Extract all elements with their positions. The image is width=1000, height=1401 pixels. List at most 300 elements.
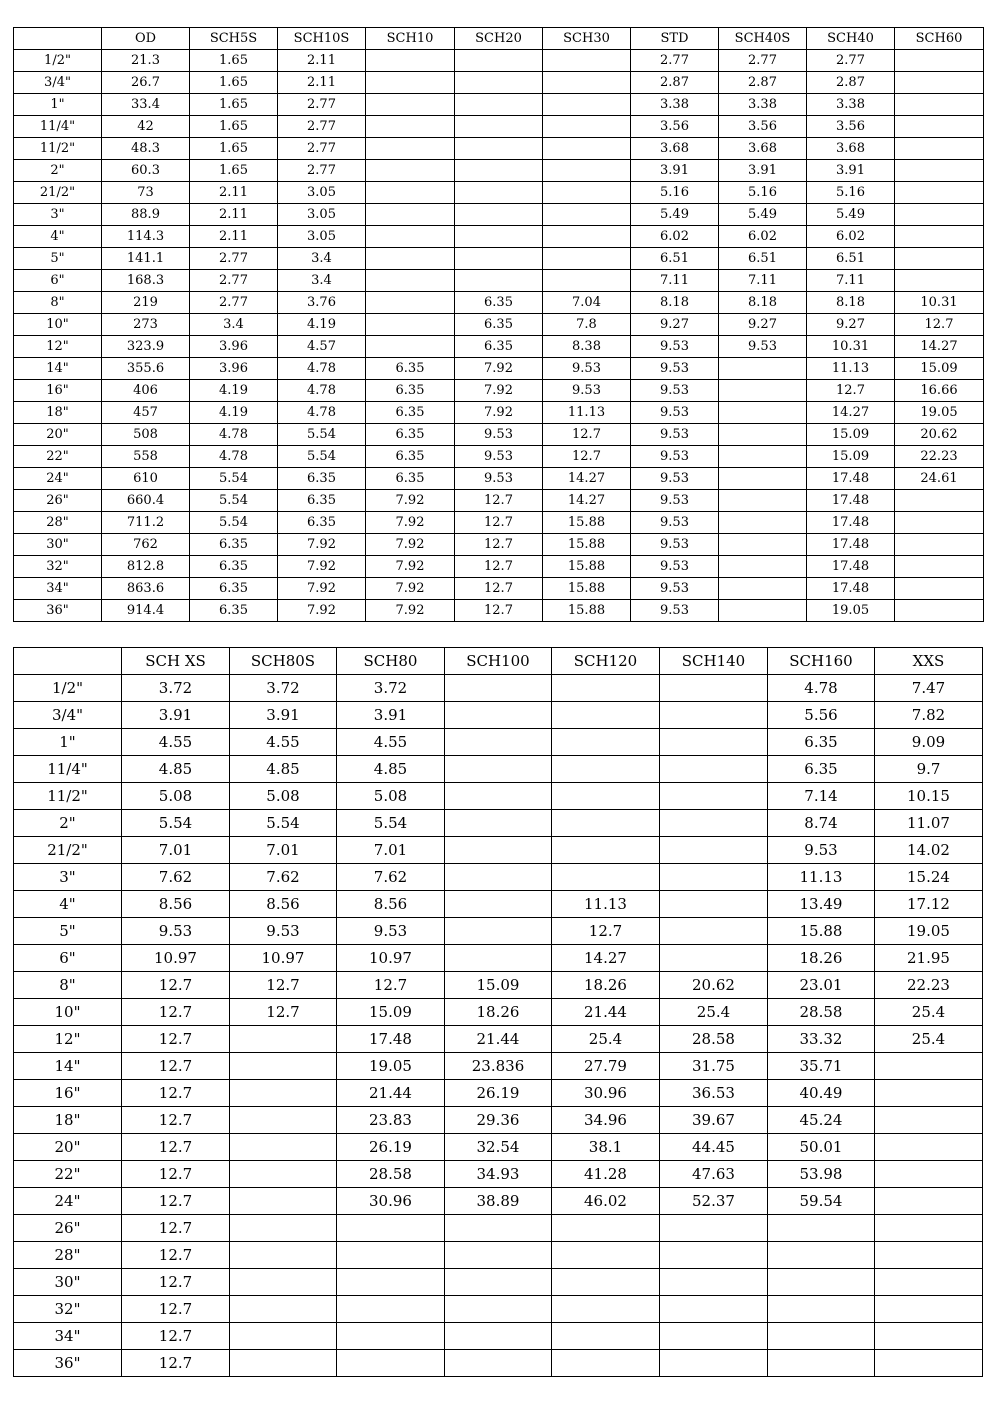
table-cell: 14.27 [543,468,631,490]
table-cell: 3.96 [190,336,278,358]
table-cell: 15.09 [445,972,552,999]
table-cell: 15.09 [807,446,895,468]
column-header: SCH20 [455,28,543,50]
column-header: SCH XS [122,648,230,675]
row-header-cell: 11/4" [14,756,122,783]
table-row [14,578,984,600]
table-row [14,999,983,1026]
table-cell: 7.11 [807,270,895,292]
table-row [14,50,984,72]
table-cell: 6.35 [190,556,278,578]
table-cell: 18.26 [445,999,552,1026]
table-cell: 15.09 [337,999,445,1026]
table-cell: 3.4 [278,248,366,270]
table-cell [366,336,455,358]
column-header: SCH40S [719,28,807,50]
table-cell [543,72,631,94]
table-row [14,1080,983,1107]
table-cell: 11.13 [768,864,875,891]
table-row [14,402,984,424]
table-cell: 12.7 [122,1269,230,1296]
table-cell: 46.02 [552,1188,660,1215]
table-cell: 14.02 [875,837,983,864]
row-header-cell: 5" [14,248,102,270]
row-header-cell: 28" [14,1242,122,1269]
table-cell: 7.92 [278,578,366,600]
table-cell [455,94,543,116]
table-cell [719,600,807,622]
column-header: SCH140 [660,648,768,675]
table-row [14,116,984,138]
table-cell: 12.7 [337,972,445,999]
table-cell [660,891,768,918]
table-cell [337,1296,445,1323]
table-cell: 8.56 [122,891,230,918]
column-header: SCH60 [895,28,984,50]
table-cell: 4.55 [337,729,445,756]
table-cell: 2.77 [807,50,895,72]
row-header-cell: 20" [14,424,102,446]
table-cell: 17.48 [337,1026,445,1053]
table-row [14,729,983,756]
table-cell: 457 [102,402,190,424]
row-header-cell: 36" [14,600,102,622]
table-cell: 25.4 [875,1026,983,1053]
table-cell: 1.65 [190,94,278,116]
table-cell: 17.12 [875,891,983,918]
table-cell [875,1080,983,1107]
table-cell [230,1107,337,1134]
table-cell [455,160,543,182]
table-cell: 53.98 [768,1161,875,1188]
row-header-cell: 34" [14,1323,122,1350]
table-cell [445,675,552,702]
table-cell: 11.07 [875,810,983,837]
table-cell [366,116,455,138]
table-cell: 19.05 [895,402,984,424]
table-cell: 762 [102,534,190,556]
table-row [14,182,984,204]
table-cell: 45.24 [768,1107,875,1134]
table-cell: 5.56 [768,702,875,729]
table-cell: 4.19 [190,380,278,402]
row-header-cell: 24" [14,468,102,490]
table-cell: 3.05 [278,204,366,226]
table-cell [366,50,455,72]
table-cell [719,380,807,402]
table-cell: 7.92 [278,600,366,622]
table-cell [895,50,984,72]
table-cell: 8.18 [719,292,807,314]
table-cell [445,891,552,918]
table-cell: 9.53 [631,358,719,380]
table-cell [230,1080,337,1107]
table-cell: 16.66 [895,380,984,402]
table-cell: 19.05 [337,1053,445,1080]
table-row [14,512,984,534]
table-cell: 6.35 [190,578,278,600]
table-cell: 12.7 [895,314,984,336]
table-cell: 2.87 [719,72,807,94]
table-cell: 5.16 [807,182,895,204]
row-header-cell: 1/2" [14,675,122,702]
table-cell: 6.35 [768,756,875,783]
table-cell: 3.72 [230,675,337,702]
table-cell: 12.7 [122,999,230,1026]
table-cell [366,182,455,204]
table-cell: 863.6 [102,578,190,600]
table-cell: 31.75 [660,1053,768,1080]
table-cell: 3.05 [278,182,366,204]
table-cell: 12.7 [230,972,337,999]
table-cell: 4.85 [337,756,445,783]
table-cell: 114.3 [102,226,190,248]
table-cell: 23.836 [445,1053,552,1080]
table-cell: 7.01 [337,837,445,864]
table-cell: 9.53 [631,512,719,534]
table-cell: 610 [102,468,190,490]
table-cell: 7.62 [230,864,337,891]
table-cell [719,402,807,424]
table-cell: 7.92 [366,534,455,556]
table-cell: 1.65 [190,72,278,94]
table-row [14,1026,983,1053]
table-cell: 12.7 [455,600,543,622]
table-cell [366,138,455,160]
table-cell: 12.7 [122,1242,230,1269]
table-cell: 12.7 [807,380,895,402]
table-cell [719,512,807,534]
table-cell: 2.77 [278,160,366,182]
table-cell: 73 [102,182,190,204]
table-cell [230,1242,337,1269]
table-cell: 7.92 [455,402,543,424]
table-cell: 12.7 [455,490,543,512]
table-cell: 7.04 [543,292,631,314]
table-cell: 18.26 [552,972,660,999]
row-header-cell: 2" [14,810,122,837]
table-cell: 9.53 [719,336,807,358]
table-cell: 35.71 [768,1053,875,1080]
table-cell [230,1215,337,1242]
table-cell [552,675,660,702]
table-cell: 14.27 [552,945,660,972]
row-header-cell: 3/4" [14,72,102,94]
table-cell [895,160,984,182]
table-cell: 3.4 [190,314,278,336]
table-cell [366,204,455,226]
row-header-cell: 16" [14,380,102,402]
row-header-cell: 26" [14,1215,122,1242]
table-cell: 28.58 [768,999,875,1026]
table-cell [768,1242,875,1269]
table-row [14,1215,983,1242]
table-cell: 5.08 [337,783,445,810]
table-cell [660,918,768,945]
table-cell: 406 [102,380,190,402]
table-cell: 4.78 [278,380,366,402]
table-cell: 3.91 [230,702,337,729]
table-cell: 7.01 [230,837,337,864]
table-cell [875,1161,983,1188]
table-cell: 6.35 [190,600,278,622]
table-cell: 4.19 [190,402,278,424]
table-cell [875,1188,983,1215]
table-cell: 3.38 [631,94,719,116]
row-header-cell: 12" [14,336,102,358]
table-cell: 21.44 [337,1080,445,1107]
table-cell [895,72,984,94]
table-cell: 6.02 [719,226,807,248]
column-header: SCH5S [190,28,278,50]
table-cell: 13.49 [768,891,875,918]
row-header-cell: 32" [14,1296,122,1323]
table-cell: 33.32 [768,1026,875,1053]
table-cell: 25.4 [552,1026,660,1053]
table-cell: 6.35 [278,490,366,512]
table-row [14,446,984,468]
table-cell [455,248,543,270]
table-cell: 17.48 [807,534,895,556]
table-cell: 6.51 [719,248,807,270]
table-cell: 7.92 [366,490,455,512]
table-cell [543,116,631,138]
table-cell: 508 [102,424,190,446]
table-cell [337,1269,445,1296]
table-cell: 9.53 [455,424,543,446]
row-header-cell: 1" [14,729,122,756]
table-cell [660,1296,768,1323]
table-cell: 5.08 [230,783,337,810]
table-cell: 9.53 [631,336,719,358]
table-cell [230,1323,337,1350]
table-row [14,138,984,160]
table-cell: 6.35 [278,468,366,490]
table-row [14,1134,983,1161]
table-cell: 8.18 [631,292,719,314]
pipe-schedule-table-1 [13,27,984,622]
table-cell [660,810,768,837]
row-header-cell: 5" [14,918,122,945]
table-cell: 9.27 [807,314,895,336]
table-cell: 9.53 [631,490,719,512]
table-cell: 355.6 [102,358,190,380]
table-cell: 6.35 [455,314,543,336]
table-row [14,1350,983,1377]
column-header: SCH30 [543,28,631,50]
table-cell [895,116,984,138]
table-cell: 3.96 [190,358,278,380]
table-cell: 1.65 [190,138,278,160]
table-cell: 2.77 [631,50,719,72]
header-row [14,28,984,50]
table-cell: 7.62 [122,864,230,891]
table-cell: 12.7 [122,1026,230,1053]
table-cell: 59.54 [768,1188,875,1215]
table-cell: 2.11 [190,204,278,226]
table-cell: 10.31 [807,336,895,358]
table-cell: 3.4 [278,270,366,292]
table-cell: 7.47 [875,675,983,702]
row-header-cell: 3/4" [14,702,122,729]
table-cell: 4.85 [230,756,337,783]
table-cell: 19.05 [875,918,983,945]
table-cell: 12.7 [230,999,337,1026]
table-cell: 12.7 [122,1161,230,1188]
table-cell: 273 [102,314,190,336]
table-cell: 30.96 [337,1188,445,1215]
table-cell: 25.4 [875,999,983,1026]
table-cell [875,1323,983,1350]
table-cell: 5.49 [631,204,719,226]
table-cell [875,1215,983,1242]
table-cell [875,1269,983,1296]
table-cell: 12.7 [122,1053,230,1080]
table-row [14,534,984,556]
table-cell: 2.77 [190,248,278,270]
table-cell [455,182,543,204]
table-cell: 5.16 [631,182,719,204]
table-cell: 23.01 [768,972,875,999]
table-cell [543,138,631,160]
column-header: XXS [875,648,983,675]
table-cell: 12.7 [122,1296,230,1323]
table-cell: 42 [102,116,190,138]
table-cell [337,1242,445,1269]
table-cell: 9.53 [122,918,230,945]
table-cell: 9.27 [631,314,719,336]
table-cell [719,468,807,490]
table-cell [543,94,631,116]
table-cell: 3.91 [122,702,230,729]
table-cell [768,1323,875,1350]
table-cell: 21.44 [552,999,660,1026]
table-cell: 7.62 [337,864,445,891]
table-cell: 3.56 [807,116,895,138]
table-row [14,380,984,402]
table-cell: 6.51 [631,248,719,270]
table-cell: 9.09 [875,729,983,756]
table-cell [895,270,984,292]
row-header-cell: 16" [14,1080,122,1107]
table-cell [660,1242,768,1269]
row-header-cell: 22" [14,446,102,468]
table-cell [543,160,631,182]
table-cell: 15.88 [543,534,631,556]
table-cell: 711.2 [102,512,190,534]
table-cell: 29.36 [445,1107,552,1134]
table-cell: 4.78 [768,675,875,702]
table-cell: 38.1 [552,1134,660,1161]
table-row [14,891,983,918]
row-header-cell: 34" [14,578,102,600]
row-header-cell: 32" [14,556,102,578]
table-row [14,837,983,864]
table-cell [230,1026,337,1053]
table-cell: 9.53 [455,446,543,468]
table-cell: 2.77 [190,270,278,292]
table-cell: 5.49 [719,204,807,226]
column-header: SCH40 [807,28,895,50]
table-cell [543,204,631,226]
row-header-cell: 6" [14,945,122,972]
table-cell: 4.78 [190,446,278,468]
table-cell: 812.8 [102,556,190,578]
table-cell: 19.05 [807,600,895,622]
header-row [14,648,983,675]
table-cell: 26.19 [445,1080,552,1107]
table-cell: 1.65 [190,50,278,72]
column-header: SCH80S [230,648,337,675]
table-cell: 15.88 [543,512,631,534]
table-cell: 2.77 [190,292,278,314]
row-header-cell: 24" [14,1188,122,1215]
row-header-cell: 14" [14,1053,122,1080]
table-cell: 4.19 [278,314,366,336]
table-cell: 3.91 [807,160,895,182]
table-cell: 141.1 [102,248,190,270]
table-cell [552,756,660,783]
table-cell: 12.7 [122,1323,230,1350]
table-cell [895,182,984,204]
table-cell: 15.88 [768,918,875,945]
table-cell: 48.3 [102,138,190,160]
table-cell: 17.48 [807,512,895,534]
column-header: SCH160 [768,648,875,675]
table-cell [719,556,807,578]
table-cell: 2.77 [719,50,807,72]
table-row [14,468,984,490]
table-cell: 17.48 [807,468,895,490]
table-cell [445,1269,552,1296]
table-cell: 41.28 [552,1161,660,1188]
row-header-cell: 30" [14,1269,122,1296]
table-cell [875,1107,983,1134]
table-cell: 7.11 [631,270,719,292]
table-row [14,358,984,380]
table-cell: 2.11 [278,72,366,94]
table-cell: 50.01 [768,1134,875,1161]
corner-header-cell [14,648,122,675]
table-cell: 3.38 [807,94,895,116]
table-cell: 15.09 [807,424,895,446]
table-cell [552,1242,660,1269]
row-header-cell: 3" [14,204,102,226]
table-cell: 6.35 [366,402,455,424]
table-cell: 12.7 [552,918,660,945]
table-row [14,270,984,292]
table-cell: 20.62 [895,424,984,446]
column-header: SCH10S [278,28,366,50]
table-cell: 9.53 [768,837,875,864]
row-header-cell: 11/4" [14,116,102,138]
table-cell: 9.7 [875,756,983,783]
corner-header-cell [14,28,102,50]
table-cell [455,270,543,292]
table-cell: 21.44 [445,1026,552,1053]
table-cell: 8.56 [337,891,445,918]
table-cell: 2.11 [278,50,366,72]
table-cell [543,182,631,204]
table-cell: 5.54 [190,512,278,534]
table-cell [230,1350,337,1377]
table-row [14,1107,983,1134]
table-cell [895,94,984,116]
table-cell [366,314,455,336]
table-cell [366,248,455,270]
table-cell: 12.7 [455,556,543,578]
table-cell [895,534,984,556]
